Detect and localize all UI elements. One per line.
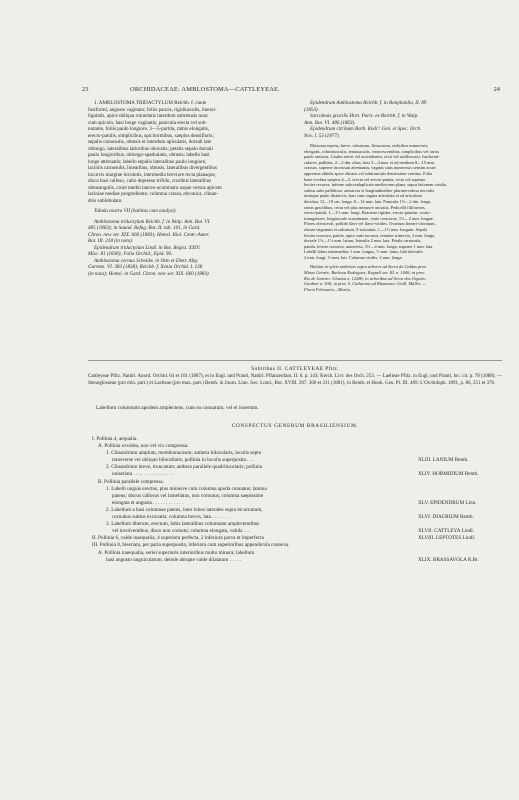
- right-line: Habitat in sylvis umbrosis supra arbores ad Serra do Caldas prov.: [310, 264, 427, 270]
- left-line: disco basi calloso, callo depresso trifido, cruribus lateralibus: [88, 178, 212, 184]
- key-line: [88, 486, 502, 493]
- key-text: I. Pollinia 4, aequalia.: [92, 436, 138, 442]
- right-line: apprensis albidis apice obtusis vel subtruncatis densissime vestitus. Folia: [304, 170, 433, 176]
- key-line: [88, 471, 502, 478]
- key-line: [88, 521, 502, 528]
- left-line: ligulatis, apice obliqua rotundatis interdum subretusis nunc: [88, 113, 209, 119]
- key-line: [88, 479, 502, 486]
- left-line: laciniis carnosulis, linearibus, obtusis, lateralibus divergentibus: [88, 165, 217, 171]
- left-line: Bot. III. 218 (in nota).: [88, 238, 134, 244]
- key-text: cornubus subtus excavatis; columna brevis, lata . . . . . . .: [112, 514, 229, 521]
- key-line: [88, 557, 502, 564]
- right-line: Sarcoleuis gracilis Hort. Paris. ex Reichb. f. in Walp.: [310, 113, 419, 119]
- subtribe-synonymy: Cattleyeae Pfitz. Natürl. Anord. Orchid. 64 et 101 (1887), et in Engl. und Prantl, Natürl. Pflanzenfam. II. 6. p. 143; Kerch. Livr. des Orch. 253. — Laelieae Pfitz. in Engl. und Prantl, loc. cit. p. 78 (1888). — Stenoglosseae (pro min. part.) et Laelieae (pro max. part.) Benth. in Journ. Linn. Soc. Lond., Bot. XVIII. 287, 300 et 311 (1881), in Benth. et Hook. Gen. Pl. III. 469; L'Orchidoph. 1891, p. 86, 251 et 376.: [88, 374, 502, 386]
- right-line: Flores olivaceoli, pollide flavi vel flavo-virides. Ovarium lineari-clavatum,: [304, 221, 436, 227]
- key-line: [88, 464, 502, 471]
- left-line: Chron. new ser. XIX. 660 (1883); Hemsl. Biol. Centr.-Amer.: [88, 231, 210, 238]
- key-genus-name: XLV. EPIDENDRUM Linn.: [418, 499, 477, 506]
- key-genus-name: XLIX. BRASSAVOLA R.Br.: [418, 556, 479, 563]
- key-text: uniseriata . . . . . . . . . . . . . . . .: [112, 471, 174, 478]
- right-line: 2 mm. longi, ½ mm. lati. Columna viridis, 2 mm. longa.: [304, 254, 403, 260]
- left-line: (in nota); Hemsl. in Gard. Chron. new ser. XIX. 660 (1883).: [88, 270, 210, 277]
- right-line: subtus satis pallidiora, anisarvia et longitudinaliter plurinervulosa nervulis: [304, 187, 435, 193]
- left-line: cum apiculo, basi longe vaginatis; panicula erecta vel sub-: [88, 119, 207, 126]
- key-line: [88, 550, 502, 557]
- subtribe-heading: Subtribus II. CATTLEYEAE Pfitz.: [251, 366, 339, 372]
- right-line: (1854).: [304, 106, 319, 113]
- left-line: laciniae mediae progrediente; columna crassa, ebconica, clinan-: [88, 191, 219, 197]
- left-line: drio sublobulato.: [88, 197, 123, 204]
- key-text: basi angusto unguiculatum, deinde abrupte valde dilatatum . . . . .: [106, 556, 242, 563]
- right-line: ramis gracilibus, recta vel plus minusve arcuatis. Pedicelli filiformes,: [304, 204, 426, 210]
- left-line: nutante, foliis paulo longiore, 3—5-partita, ramis elongatis,: [88, 126, 210, 132]
- key-text: vel involventibus, disco non cornuto; columna elongata, valida . . .: [112, 528, 251, 535]
- left-line: Amblostoma cernua Scheidw. in Otto et Dietr. Allg.: [94, 257, 199, 264]
- key-genus-name: XLIV. HORMIDIUM Benth.: [418, 471, 479, 478]
- key-text: patens; discus callosus vel lamellatus, non cornutus; columna saepissime: [112, 492, 264, 499]
- key-line: [88, 457, 502, 464]
- key-line: [88, 493, 502, 500]
- key-genus-name: XLIII. LANIUM Benth.: [418, 457, 469, 464]
- key-text: 2. Clinandrium breve, truncatum; anthera parallele quadrilocularis; pollinia: [106, 464, 263, 471]
- right-line: leviter recurva, inferne subconduplicata mediocrem plana, supra lationem viridia,: [304, 182, 448, 188]
- key-line: [88, 514, 502, 521]
- left-line: Epidendrum tridactylum Lindl. in Bot. Regist. XXIV.: [94, 244, 201, 251]
- key-text: A. Pollinia inaequalia, seriei superioris interioribus multo minora; labellum: [98, 549, 255, 556]
- right-line: patula, leviter concava, uninervia, 3½—4 mm. longa, superne 1 mm. lata.: [304, 243, 434, 249]
- right-line: Epidendrum citrinum Barb. Rodr.! Gen. et Spec. Orch.: [310, 126, 422, 132]
- running-head: [82, 86, 500, 96]
- right-line: Nov. I. 53 (1877).: [304, 132, 340, 139]
- subtribe-diagnosis: Labellum columnam apodem amplectens, cum ea connatum, vel ei insertum.: [96, 405, 259, 411]
- left-line: sepalis carnosulis, obtusis et interdum apiculatis, dorsali late: [88, 139, 212, 145]
- right-line: obtuse trigonum et sulcatum, 5-sulcatum, 1—1½ mm. longum. Sepala: [304, 226, 428, 232]
- right-line: Gardner n. 636; in prov. S. Catharina ad Blumenau: Guill. Müller. —: [304, 281, 427, 287]
- left-line: Misc. 81 (1838); Folia Orchid., Epid. 90.: [88, 251, 173, 257]
- right-line: Minas Geraës: Barbosa Rodrigues; Regnell ser. III. n. 1000; in prov.: [304, 270, 425, 276]
- right-line: utrinque paulo distinctis, basi cum vagina articulata et ad articulum: [304, 193, 423, 199]
- key-line: [88, 436, 502, 443]
- right-column: [304, 100, 502, 292]
- key-line: [88, 450, 502, 457]
- key-line: [88, 542, 502, 549]
- key-text: II. Pollinia 6, valde inaequalia, 4 superiora perfecta, 2 inferiora parva et imperfecta: [92, 535, 264, 542]
- right-line: decidua, 12—18 cm. longa, 8—14 mm. lata. Panicula 1½—2 dm. longa,: [304, 198, 432, 204]
- key-genus-name: XLVIII. LEPTOTES Lindl.: [418, 535, 476, 542]
- left-line: obtusangulis, crure medio lanceo-acuminato usque versus apicem: [88, 184, 222, 191]
- left-line: Amblostoma tridactylum Reichb. f. in Walp. Ann. Bot. VI.: [94, 218, 211, 225]
- right-line: crassus, superne incrassati attenuatus, vaginis satis numerosis sensim acute: [304, 165, 436, 171]
- right-line: leviter concava, patula, apice satis incurva, tenuiter trinervia, 3 mm. longa,: [304, 232, 436, 238]
- left-column: [88, 100, 288, 277]
- right-line: paulo ramosis. Caules erecti vel ascendentes, recti vel subflexuosi, fusiformi-: [304, 154, 440, 160]
- key-text: 2. Labellum a basi columnae patens, inter lobos laterales supra bicornutum,: [106, 506, 263, 513]
- left-line: fusiformi, angusto vaginato; foliis paucis, rigidiusculis, lineari-: [88, 106, 217, 113]
- page-number-left: 23: [82, 86, 89, 93]
- right-line: Epidendrum Amblostoma Reichb. f. in Bonplandia, II. 89: [310, 100, 427, 106]
- key-text: III. Pollinia 8, biseriata, per paria superposita, inferiora cum superioribus appendicula connexa.: [92, 542, 290, 549]
- key-line: [88, 443, 502, 450]
- right-line: elongatis, robustiusculis, tenuiusculis, vinacescentibus, simplicibus vel rariss: [304, 148, 440, 154]
- key-text: 1. Clinandrium amplum, membranaceum; anthera bilocularis, loculis septo: [106, 450, 262, 457]
- key-line: [88, 500, 502, 507]
- key-text: 3. Labellum liberum, erectum, lobis lateralibus columnam amplectentibus: [106, 521, 260, 528]
- key-genus-name: XLVI. DIACRIUM Benth.: [418, 514, 474, 521]
- left-line: incurvis margine involutis, intermedia breviore recta planaque,: [88, 171, 217, 178]
- running-title: ORCHIDACEAE: AMBLOSTOMA—CATTLEYEAE.: [130, 86, 280, 93]
- key-text: transverse vel obliquo bilocellatis; pollinia in loculis superposita . . .: [112, 457, 254, 464]
- right-line: triangulares, longiuscule acuminatae, varie concavae, 1½—2 mm. longae.: [304, 215, 434, 221]
- right-line: Floret Februario—Martio.: [304, 286, 352, 292]
- page-number-right: 24: [493, 86, 500, 93]
- section-divider: [88, 360, 502, 361]
- right-line: Rio de Janeiro: Glaziou n. 12286; in arboribus ad Serra dos Orgaös:: [304, 275, 427, 281]
- left-line: oblongo, lateralibus latioribus obovatis; petalis sepalo dorsali: [88, 145, 213, 152]
- left-line: Gartenz. VI. 383 (1838); Reichb. f. Xenia Orchid. I. 138: [88, 264, 203, 270]
- key-text: elongata et angusta . . . . . . . . . . . .: [112, 499, 183, 506]
- right-line: erecto-patuli, 1—1½ mm. longi. Bracteae rigidae, erecto-patulae, ovato-: [304, 210, 431, 216]
- left-line: 1. AMBLOSTOMA TRIDACTYLUM Reichb. f. caule: [94, 100, 207, 106]
- key-text: B. Pollinia parallele compressa.: [98, 478, 164, 485]
- left-line: Tabula nostra VII (habitus cum analysi).: [94, 208, 177, 214]
- conspectus-title: CONSPECTUS GENERUM BRASILIENSIUM.: [231, 423, 359, 429]
- right-line: culares, pallidus, 2—3 dm. altus, basi 3—4 mm. et ad medium 8—15 mm.: [304, 159, 435, 165]
- right-line: bene evoluta saepius 4—5, erecta vel erecto-patula, recta vel superne: [304, 176, 426, 182]
- left-line: 485 (1863); in Saund. Refug. Bot. II. tab. 101, in Gard.: [88, 225, 201, 231]
- genus-key: [88, 436, 502, 564]
- right-line: dorsale 1½—1½ mm. latum, lateralia 2 mm. lata. Petala carnosula,: [304, 238, 422, 244]
- right-line: Labelli lobus intermedius 1 mm. longus, ½ mm. latus; lobi laterales: [304, 249, 423, 255]
- left-line: paulo longioribus, oblongo-spathulatis, obtusis; labello basi: [88, 152, 210, 158]
- left-line: erecto-patulis, simplicibus, spicitormibus, saepius densifloris;: [88, 132, 214, 139]
- key-genus-name: XLVII. CATTLEYA Lindl.: [418, 528, 474, 535]
- right-line: Rhizoma repens, breve, robustum, flexuosum, radicibus numerosis,: [310, 143, 429, 148]
- right-line: Ann. Bot. VI. 486 (1863).: [304, 119, 356, 126]
- key-text: 1. Labelli unguis erectus, plus minusve cum columna apoda connatus; lamina: [106, 485, 267, 492]
- left-line: longe attenuatis; labello sepalis lateralibus paulo longiore,: [88, 158, 207, 165]
- key-text: A. Pollinia ovoidea, non vel vix compressa.: [98, 443, 189, 450]
- key-line: [88, 507, 502, 514]
